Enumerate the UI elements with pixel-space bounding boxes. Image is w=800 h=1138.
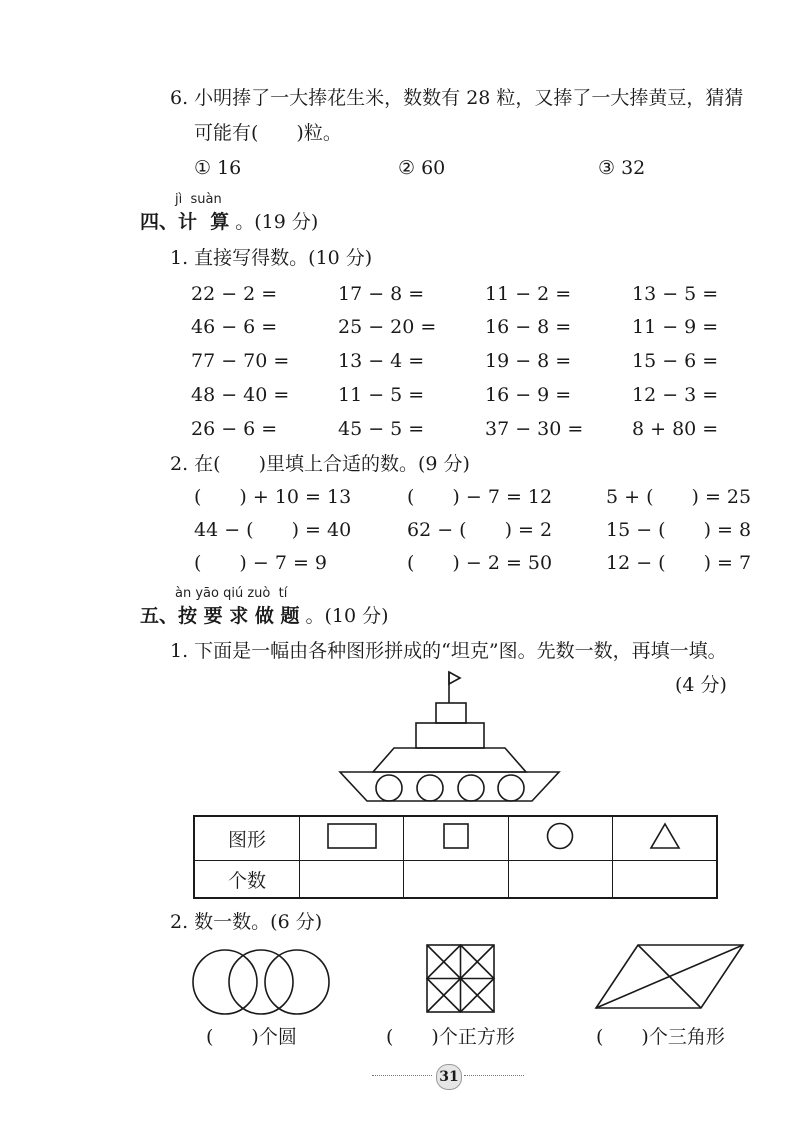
fill-item: 62 − ( ) = 2: [407, 519, 553, 541]
fill-item: 44 − ( ) = 40: [194, 519, 352, 541]
section5-q1-title: 1. 下面是一幅由各种图形拼成的“坦克”图。先数一数，再填一填。: [170, 640, 727, 662]
equation: 48 − 40 =: [191, 384, 290, 406]
equation: 13 − 5 =: [632, 283, 719, 305]
square-grid-figure: [427, 945, 494, 1012]
equation: 46 − 6 =: [191, 316, 278, 338]
section4-q2-title: 2. 在( )里填上合适的数。(9 分): [170, 453, 470, 475]
q6-line2: 可能有( )粒。: [194, 122, 342, 144]
q6-option-1: ① 16: [194, 157, 242, 179]
three-circles-figure: [193, 950, 329, 1014]
equation: 17 − 8 =: [338, 283, 425, 305]
section4-title: 四、计 算: [140, 211, 230, 233]
equation: 25 − 20 =: [338, 316, 437, 338]
equation: 26 − 6 =: [191, 418, 278, 440]
section5-pinyin: àn yāo qiú zuò tí: [175, 586, 288, 601]
equation: 22 − 2 =: [191, 283, 278, 305]
fill-item: ( ) + 10 = 13: [194, 486, 352, 508]
fill-item: ( ) − 7 = 12: [407, 486, 553, 508]
answer-squares: ( )个正方形: [386, 1026, 515, 1048]
fill-item: ( ) − 7 = 9: [194, 552, 328, 574]
equation: 37 − 30 =: [485, 418, 584, 440]
answer-triangles: ( )个三角形: [596, 1026, 725, 1048]
q6-option-3: ③ 32: [598, 157, 646, 179]
section5-score: 。(10 分): [299, 605, 389, 627]
equation: 13 − 4 =: [338, 350, 425, 372]
equation: 45 − 5 =: [338, 418, 425, 440]
equation: 8 + 80 =: [632, 418, 719, 440]
table-label-shape: 图形: [194, 816, 300, 861]
equation: 77 − 70 =: [191, 350, 290, 372]
equation: 16 − 8 =: [485, 316, 572, 338]
section5-q2-title: 2. 数一数。(6 分): [170, 911, 323, 933]
equation: 15 − 6 =: [632, 350, 719, 372]
section4-score: 。(19 分): [229, 211, 319, 233]
section4-pinyin: jì suàn: [175, 192, 222, 207]
table-label-count: 个数: [194, 861, 300, 898]
section4-q1-title: 1. 直接写得数。(10 分): [170, 247, 373, 269]
equation: 11 − 9 =: [632, 316, 719, 338]
section5-q1-score: (4 分): [675, 674, 727, 696]
equation: 11 − 2 =: [485, 283, 572, 305]
section5-title: 五、按 要 求 做 题: [140, 605, 300, 627]
fill-item: 15 − ( ) = 8: [606, 519, 752, 541]
equation: 12 − 3 =: [632, 384, 719, 406]
equation: 19 − 8 =: [485, 350, 572, 372]
answer-circles: ( )个圆: [206, 1026, 297, 1048]
fill-item: 5 + ( ) = 25: [606, 486, 752, 508]
footer-rule-left: [372, 1075, 432, 1076]
equation: 11 − 5 =: [338, 384, 425, 406]
equation: 16 − 9 =: [485, 384, 572, 406]
page-number: 31: [436, 1064, 462, 1090]
q6-line1: 6. 小明捧了一大捧花生米，数数有 28 粒，又捧了一大捧黄豆，猜猜: [170, 87, 744, 109]
fill-item: 12 − ( ) = 7: [606, 552, 752, 574]
parallelogram-figure: [596, 945, 743, 1008]
q6-option-2: ② 60: [398, 157, 446, 179]
fill-item: ( ) − 2 = 50: [407, 552, 553, 574]
footer-rule-right: [464, 1075, 524, 1076]
